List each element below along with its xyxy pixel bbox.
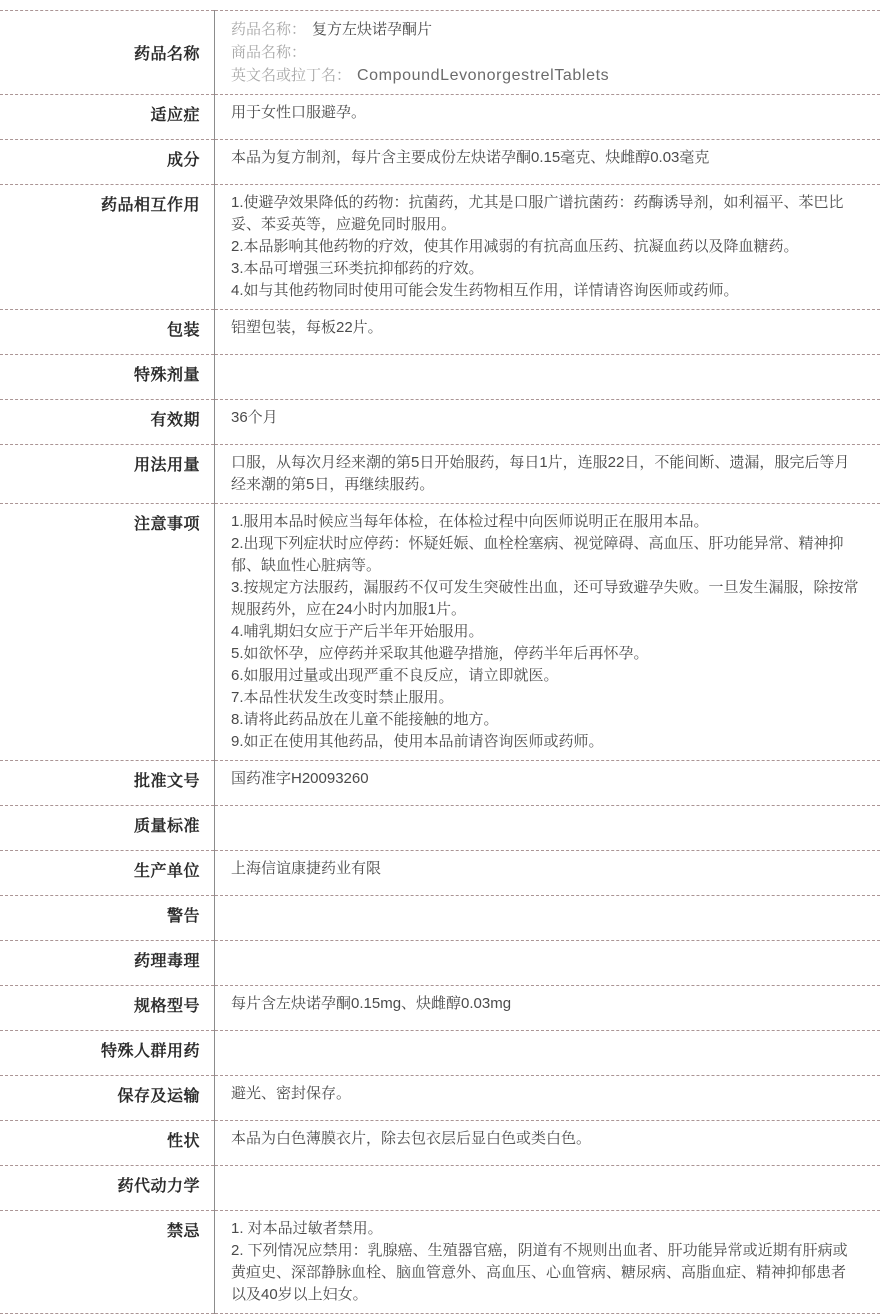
row-label-manufacturer: 生产单位 (0, 851, 215, 896)
row-value-drug-interactions (215, 185, 880, 310)
row-label-description: 性状 (0, 1121, 215, 1166)
list-item: 2.本品影响其他药物的疗效，使其作用减弱的有抗高血压药、抗凝血药以及降血糖药。 (231, 236, 860, 258)
row-warning (0, 896, 880, 941)
row-value-approval-number (215, 761, 880, 806)
row-precautions (0, 504, 880, 761)
row-value-precautions (215, 504, 880, 761)
text-line: 36个月 (231, 407, 860, 429)
row-label-ingredients: 成分 (0, 140, 215, 185)
text-line (231, 1038, 860, 1060)
text-line: 国药准字H20093260 (231, 768, 860, 790)
generic-name-key: 药品名称： (231, 21, 306, 38)
row-indications (0, 95, 880, 140)
trade-name-line (231, 41, 860, 64)
row-value-ingredients (215, 140, 880, 185)
row-storage-transport (0, 1076, 880, 1121)
row-value-indications (215, 95, 880, 140)
row-value-dosage-usage (215, 445, 880, 504)
row-value-description (215, 1121, 880, 1166)
row-pharmacology-toxicology (0, 941, 880, 986)
row-value-storage-transport (215, 1076, 880, 1121)
text-line (231, 813, 860, 835)
row-drug-name (0, 11, 880, 95)
row-contraindications (0, 1211, 880, 1314)
row-label-quality-standard: 质量标准 (0, 806, 215, 851)
text-line: 每片含左炔诺孕酮0.15mg、炔雌醇0.03mg (231, 993, 860, 1015)
row-label-specification: 规格型号 (0, 986, 215, 1031)
row-label-drug-name: 药品名称 (0, 11, 215, 95)
drug-info-page (0, 10, 880, 1314)
text-line: 避光、密封保存。 (231, 1083, 860, 1105)
text-line (231, 903, 860, 925)
english-name-key: 英文名或拉丁名： (231, 67, 351, 84)
row-value-specification (215, 986, 880, 1031)
list-item: 3.本品可增强三环类抗抑郁药的疗效。 (231, 258, 860, 280)
list-item: 4.哺乳期妇女应于产后半年开始服用。 (231, 621, 860, 643)
row-label-storage-transport: 保存及运输 (0, 1076, 215, 1121)
list-item: 4.如与其他药物同时使用可能会发生药物相互作用，详情请咨询医师或药师。 (231, 280, 860, 302)
text-line: 用于女性口服避孕。 (231, 102, 860, 124)
row-label-dosage-usage: 用法用量 (0, 445, 215, 504)
row-value-packaging (215, 310, 880, 355)
list-item: 9.如正在使用其他药品，使用本品前请咨询医师或药师。 (231, 731, 860, 753)
text-line: 本品为复方制剂，每片含主要成份左炔诺孕酮0.15毫克、炔雌醇0.03毫克 (231, 147, 860, 169)
text-line (231, 362, 860, 384)
list-item: 1. 对本品过敏者禁用。 (231, 1218, 860, 1240)
row-value-pharmacology-toxicology (215, 941, 880, 986)
row-value-warning (215, 896, 880, 941)
row-label-special-dosage: 特殊剂量 (0, 355, 215, 400)
list-item: 2. 下列情况应禁用：乳腺癌、生殖器官癌，阴道有不规则出血者、肝功能异常或近期有肝病或黄疸史、深部静脉血栓、脑血管意外、高血压、心血管病、糖尿病、高脂血症、精神抑郁患者以及40岁以上妇女。 (231, 1240, 860, 1306)
text-line: 本品为白色薄膜衣片，除去包衣层后显白色或类白色。 (231, 1128, 860, 1150)
generic-name-value: 复方左炔诺孕酮片 (312, 21, 432, 38)
row-manufacturer (0, 851, 880, 896)
english-name-line (231, 64, 860, 87)
list-item: 5.如欲怀孕，应停药并采取其他避孕措施，停药半年后再怀孕。 (231, 643, 860, 665)
row-value-pharmacokinetics (215, 1166, 880, 1211)
row-label-precautions: 注意事项 (0, 504, 215, 761)
row-value-special-populations (215, 1031, 880, 1076)
row-label-shelf-life: 有效期 (0, 400, 215, 445)
row-specification (0, 986, 880, 1031)
trade-name-key: 商品名称： (231, 44, 306, 61)
row-pharmacokinetics (0, 1166, 880, 1211)
list-item: 2.出现下列症状时应停药：怀疑妊娠、血栓栓塞病、视觉障碍、高血压、肝功能异常、精神抑郁、缺血性心脏病等。 (231, 533, 860, 577)
row-label-pharmacology-toxicology: 药理毒理 (0, 941, 215, 986)
row-special-populations (0, 1031, 880, 1076)
row-value-shelf-life (215, 400, 880, 445)
list-item: 8.请将此药品放在儿童不能接触的地方。 (231, 709, 860, 731)
list-item: 6.如服用过量或出现严重不良反应，请立即就医。 (231, 665, 860, 687)
text-line (231, 948, 860, 970)
generic-name-line (231, 18, 860, 41)
text-line: 口服，从每次月经来潮的第5日开始服药，每日1片，连服22日，不能间断、遗漏，服完后等月经来潮的第5日，再继续服药。 (231, 452, 860, 496)
row-packaging (0, 310, 880, 355)
row-value-special-dosage (215, 355, 880, 400)
row-label-contraindications: 禁忌 (0, 1211, 215, 1314)
row-ingredients (0, 140, 880, 185)
text-line: 铝塑包装，每板22片。 (231, 317, 860, 339)
row-description (0, 1121, 880, 1166)
row-value-contraindications (215, 1211, 880, 1314)
row-shelf-life (0, 400, 880, 445)
row-label-indications: 适应症 (0, 95, 215, 140)
drug-info-table (0, 10, 880, 1314)
row-value-quality-standard (215, 806, 880, 851)
list-item: 1.服用本品时候应当每年体检，在体检过程中向医师说明正在服用本品。 (231, 511, 860, 533)
text-line (231, 1173, 860, 1195)
row-value-manufacturer (215, 851, 880, 896)
row-drug-interactions (0, 185, 880, 310)
row-label-warning: 警告 (0, 896, 215, 941)
row-dosage-usage (0, 445, 880, 504)
list-item: 7.本品性状发生改变时禁止服用。 (231, 687, 860, 709)
list-item: 1.使避孕效果降低的药物：抗菌药，尤其是口服广谱抗菌药：药酶诱导剂，如利福平、苯巴比妥、苯妥英等，应避免同时服用。 (231, 192, 860, 236)
english-name-value: CompoundLevonorgestrelTablets (357, 67, 609, 84)
row-approval-number (0, 761, 880, 806)
row-label-pharmacokinetics: 药代动力学 (0, 1166, 215, 1211)
row-value-drug-name (215, 11, 880, 95)
row-special-dosage (0, 355, 880, 400)
row-label-drug-interactions: 药品相互作用 (0, 185, 215, 310)
list-item: 3.按规定方法服药，漏服药不仅可发生突破性出血，还可导致避孕失败。一旦发生漏服，除按常规服药外，应在24小时内加服1片。 (231, 577, 860, 621)
row-quality-standard (0, 806, 880, 851)
text-line: 上海信谊康捷药业有限 (231, 858, 860, 880)
row-label-packaging: 包装 (0, 310, 215, 355)
row-label-special-populations: 特殊人群用药 (0, 1031, 215, 1076)
row-label-approval-number: 批准文号 (0, 761, 215, 806)
